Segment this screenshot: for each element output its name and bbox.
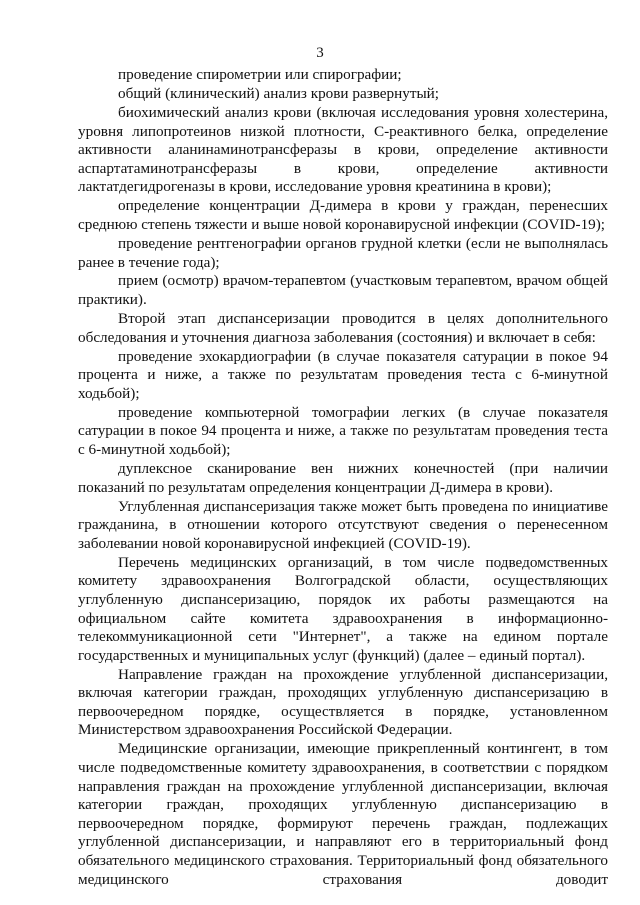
paragraph: Второй этап диспансеризации проводится в целях дополнительного обследования и уточнения диагноза заболевания (состояния) и включает в себя: bbox=[78, 310, 608, 346]
paragraph: дуплексное сканирование вен нижних конечностей (при наличии показаний по результатам определения концентрации Д-димера в крови). bbox=[78, 459, 608, 496]
paragraph: проведение рентгенографии органов грудной клетки (если не выполнялась ранее в течение года); bbox=[78, 234, 608, 271]
paragraph: проведение компьютерной томографии легких (в случае показателя сатурации в покое 94 процента и ниже, а также по результатам проведения теста с 6-минутной ходьбой); bbox=[78, 403, 608, 458]
paragraph: общий (клинический) анализ крови развернутый; bbox=[118, 84, 440, 102]
document-body bbox=[78, 66, 608, 890]
paragraph: Медицинские организации, имеющие прикрепленный контингент, в том числе подведомственные комитету здравоохранения, в соответствии с порядком направления граждан на прохождение углубленной диспансеризации, включая категории граждан, проходящих углубленную диспансеризацию в первоочередном порядке, формируют перечень граждан, подлежащих углубленной диспансеризации, и направляют его в территориальный фонд обязательного медицинского страхования. Территориальный фонд обязательного медицинского страхования доводит bbox=[78, 740, 608, 888]
paragraph: определение концентрации Д-димера в крови у граждан, перенесших среднюю степень тяжести и выше новой коронавирусной инфекции (COVID-19); bbox=[78, 197, 608, 233]
paragraph: прием (осмотр) врачом-терапевтом (участковым терапевтом, врачом общей практики). bbox=[78, 272, 608, 309]
paragraph: проведение эхокардиографии (в случае показателя сатурации в покое 94 процента и ниже, а также по результатам проведения теста с 6-минутной ходьбой); bbox=[78, 347, 608, 402]
paragraph: биохимический анализ крови (включая исследования уровня холестерина, уровня липопротеинов низкой плотности, С-реактивного белка, определение активности аланинаминотрансферазы в крови, определение активности аспартатаминотрансферазы в крови, определение активности лактатдегидрогеназы в крови, исследование уровня креатинина в крови); bbox=[78, 103, 608, 196]
paragraph: Направление граждан на прохождение углубленной диспансеризации, включая категории граждан, проходящих углубленную диспансеризацию в первоочередном порядке, осуществляется в порядке, установленном Министерством здравоохранения Российской Федерации. bbox=[78, 665, 608, 739]
page-number: 3 bbox=[316, 45, 324, 61]
paragraph: Углубленная диспансеризация также может быть проведена по инициативе гражданина, в отношении которого отсутствуют сведения о перенесенном заболевании новой коронавирусной инфекцией (COVID-19). bbox=[78, 497, 608, 552]
paragraph: проведение спирометрии или спирографии; bbox=[118, 66, 402, 83]
paragraph: Перечень медицинских организаций, в том числе подведомственных комитету здравоохранения Волгоградской области, осуществляющих углубленную диспансеризацию, порядок их работы размещаются на официальном сайте комитета здравоохранения в информационно-телекоммуникационной сети "Интернет", а также на едином портале государственных и муниципальных услуг (функций) (далее – единый портал). bbox=[78, 553, 608, 664]
